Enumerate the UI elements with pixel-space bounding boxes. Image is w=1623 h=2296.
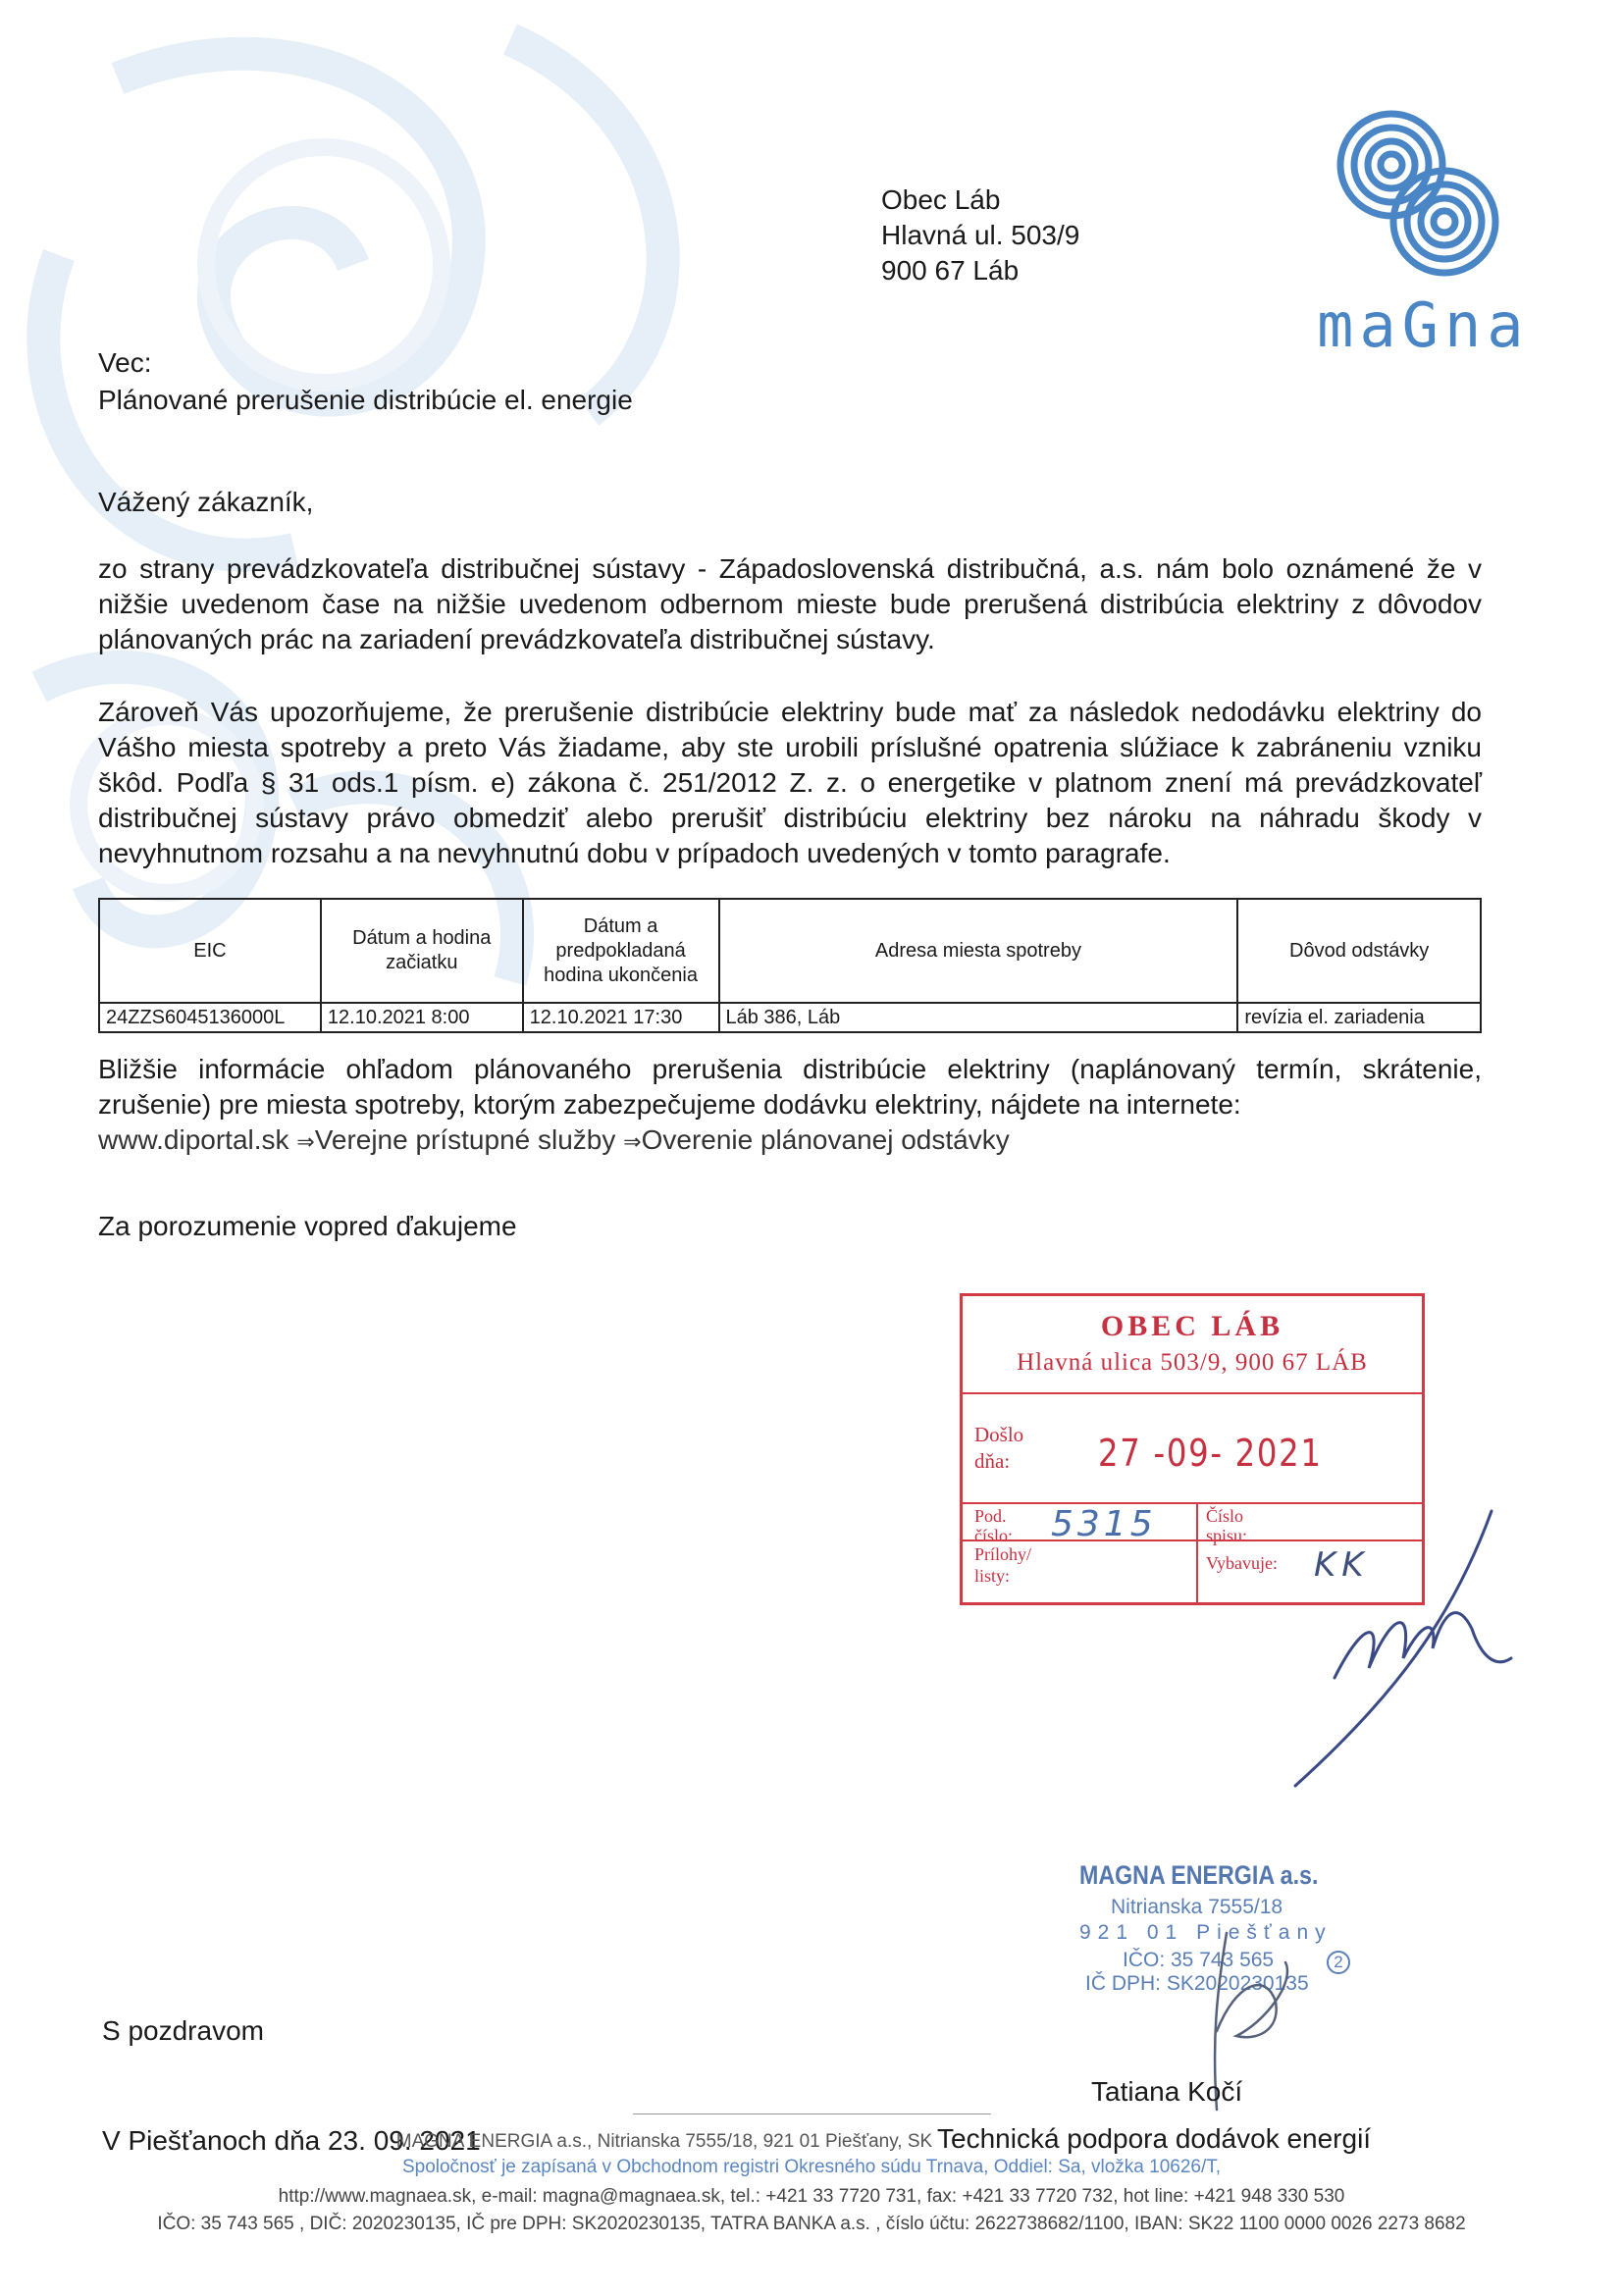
footer-contact: http://www.magnaea.sk, e-mail: magna@magnaea.sk, tel.: +421 33 7720 731, fax: +421 33 7720 732, hot line: +421 948 330 530 (278, 2186, 1345, 2207)
thanks-line: Za porozumenie vopred ďakujeme (98, 1211, 517, 1241)
stamp-received-label: Došlo dňa: (974, 1423, 1024, 1473)
recipient-name: Obec Láb (881, 184, 1001, 215)
footer-registry: Spoločnosť je zapísaná v Obchodnom registri Okresného súdu Trnava, Oddiel: Sa, vložka 10626/T, (401, 2157, 1222, 2177)
logo-spiral-icon (1315, 106, 1511, 302)
greeting: Vážený zákazník, (98, 487, 314, 517)
signer-name: Tatiana Kočí (1091, 2076, 1243, 2107)
column-header-start: Dátum a hodina začiatku (321, 899, 523, 1003)
stamp-received-date: 27 -09- 2021 (1098, 1432, 1323, 1475)
info-link-path (98, 1122, 1010, 1160)
signer-role: Technická podpora dodávok energií (937, 2123, 1372, 2154)
column-header-end: Dátum a predpokladaná hodina ukončenia (523, 899, 719, 1003)
column-header-eic: EIC (99, 899, 321, 1003)
outage-table (98, 898, 1482, 1033)
paragraph-warning: Zároveň Vás upozorňujeme, že prerušenie distribúcie elektriny bude mať za následok nedodávku elektriny do Vášho miesta spotreby a preto Vás žiadame, aby ste urobili príslušné opatrenia slúžiace k zabráneniu vzniku škôd. Podľa § 31 ods.1 písm. e) zákona č. 251/2012 Z. z. o energetike v platnom znení má prevádzkovateľ distribučnej sústavy právo obmedziť alebo prerušiť distribúciu elektriny bez nároku na náhradu škody v nevyhnutnom rozsahu a na nevyhnutnú dobu v prípadoch uvedených v tomto paragrafe. (98, 697, 1482, 868)
column-header-reason: Dôvod odstávky (1237, 899, 1481, 1003)
stamp-file-label: Číslo spisu: (1206, 1506, 1248, 1545)
footer-ids: IČO: 35 743 565 , DIČ: 2020230135, IČ pre DPH: SK2020230135, TATRA BANKA a.s. , číslo účtu: 2622738682/1100, IBAN: SK22 1100 0000 0026 2273 8682 (157, 2214, 1466, 2234)
company-stamp-icdph: IČ DPH: SK2020230135 (1085, 1972, 1309, 1995)
cell-start: 12.10.2021 8:00 (321, 1003, 523, 1032)
portal-link[interactable]: www.diportal.sk (98, 1124, 289, 1155)
company-logo (1315, 106, 1530, 361)
paragraph-notice: zo strany prevádzkovateľa distribučnej sústavy - Západoslovenská distribučná, a.s. nám bolo oznámené že v nižšie uvedenom čase na nižšie uvedenom odbernom mieste bude prerušená distribúcia elektriny z dôvodov plánovaných prác na zariadení prevádzkovateľa distribučnej sústavy. (98, 553, 1482, 654)
stamp-reg-number: 5315 (1051, 1504, 1157, 1544)
path-step-1: Verejne prístupné služby (314, 1124, 616, 1155)
handwritten-signature (1276, 1501, 1521, 1796)
cell-reason: revízia el. zariadenia (1237, 1003, 1481, 1032)
company-stamp-street: Nitrianska 7555/18 (1111, 1896, 1283, 1918)
cell-end: 12.10.2021 17:30 (523, 1003, 719, 1032)
recipient-address (881, 183, 1079, 288)
logo-wordmark: maGna (1317, 289, 1530, 361)
info-paragraph: Bližšie informácie ohľadom plánovaného prerušenia distribúcie elektriny (naplánovaný termín, skrátenie, zrušenie) pre miesta spotreby, ktorým zabezpečujeme dodávku elektriny, nájdete na internete: (98, 1054, 1482, 1120)
path-step-2: Overenie plánovanej odstávky (641, 1124, 1010, 1155)
stamp-handler-label: Vybavuje: (1206, 1553, 1278, 1573)
recipient-street: Hlavná ul. 503/9 (881, 220, 1080, 250)
company-stamp-city: 921 01 Piešťany (1079, 1921, 1333, 1944)
company-stamp-number: 2 (1327, 1951, 1350, 1974)
stamp-reg-label: Pod. číslo: (974, 1506, 1013, 1545)
regards: S pozdravom (102, 2015, 264, 2046)
stamp-title: OBEC LÁB (1100, 1310, 1284, 1342)
stamp-handler-value: KK (1314, 1545, 1370, 1585)
table-row (99, 1003, 1481, 1032)
footer-company: MAGNA ENERGIA a.s., Nitrianska 7555/18, 921 01 Piešťany, SK (395, 2131, 933, 2152)
cell-address: Láb 386, Láb (719, 1003, 1238, 1032)
stamp-address: Hlavná ulica 503/9, 900 67 LÁB (1017, 1349, 1368, 1376)
subject-label: Vec: (98, 347, 152, 378)
place-and-date: V Piešťanoch dňa 23. 09. 2021 (102, 2125, 481, 2156)
arrow-icon: ⇒ (296, 1129, 315, 1154)
table-header-row (99, 899, 1481, 1003)
stamp-attach-label: Prílohy/ listy: (974, 1544, 1032, 1586)
company-stamp-name: MAGNA ENERGIA a.s. (1079, 1860, 1319, 1890)
footer-divider (633, 2113, 991, 2114)
subject-title: Plánované prerušenie distribúcie el. energie (98, 385, 633, 415)
arrow-icon: ⇒ (623, 1129, 642, 1154)
column-header-address: Adresa miesta spotreby (719, 899, 1238, 1003)
company-stamp-ico: IČO: 35 743 565 (1123, 1949, 1275, 1971)
recipient-city: 900 67 Láb (881, 255, 1020, 286)
cell-eic: 24ZZS6045136000L (99, 1003, 321, 1032)
